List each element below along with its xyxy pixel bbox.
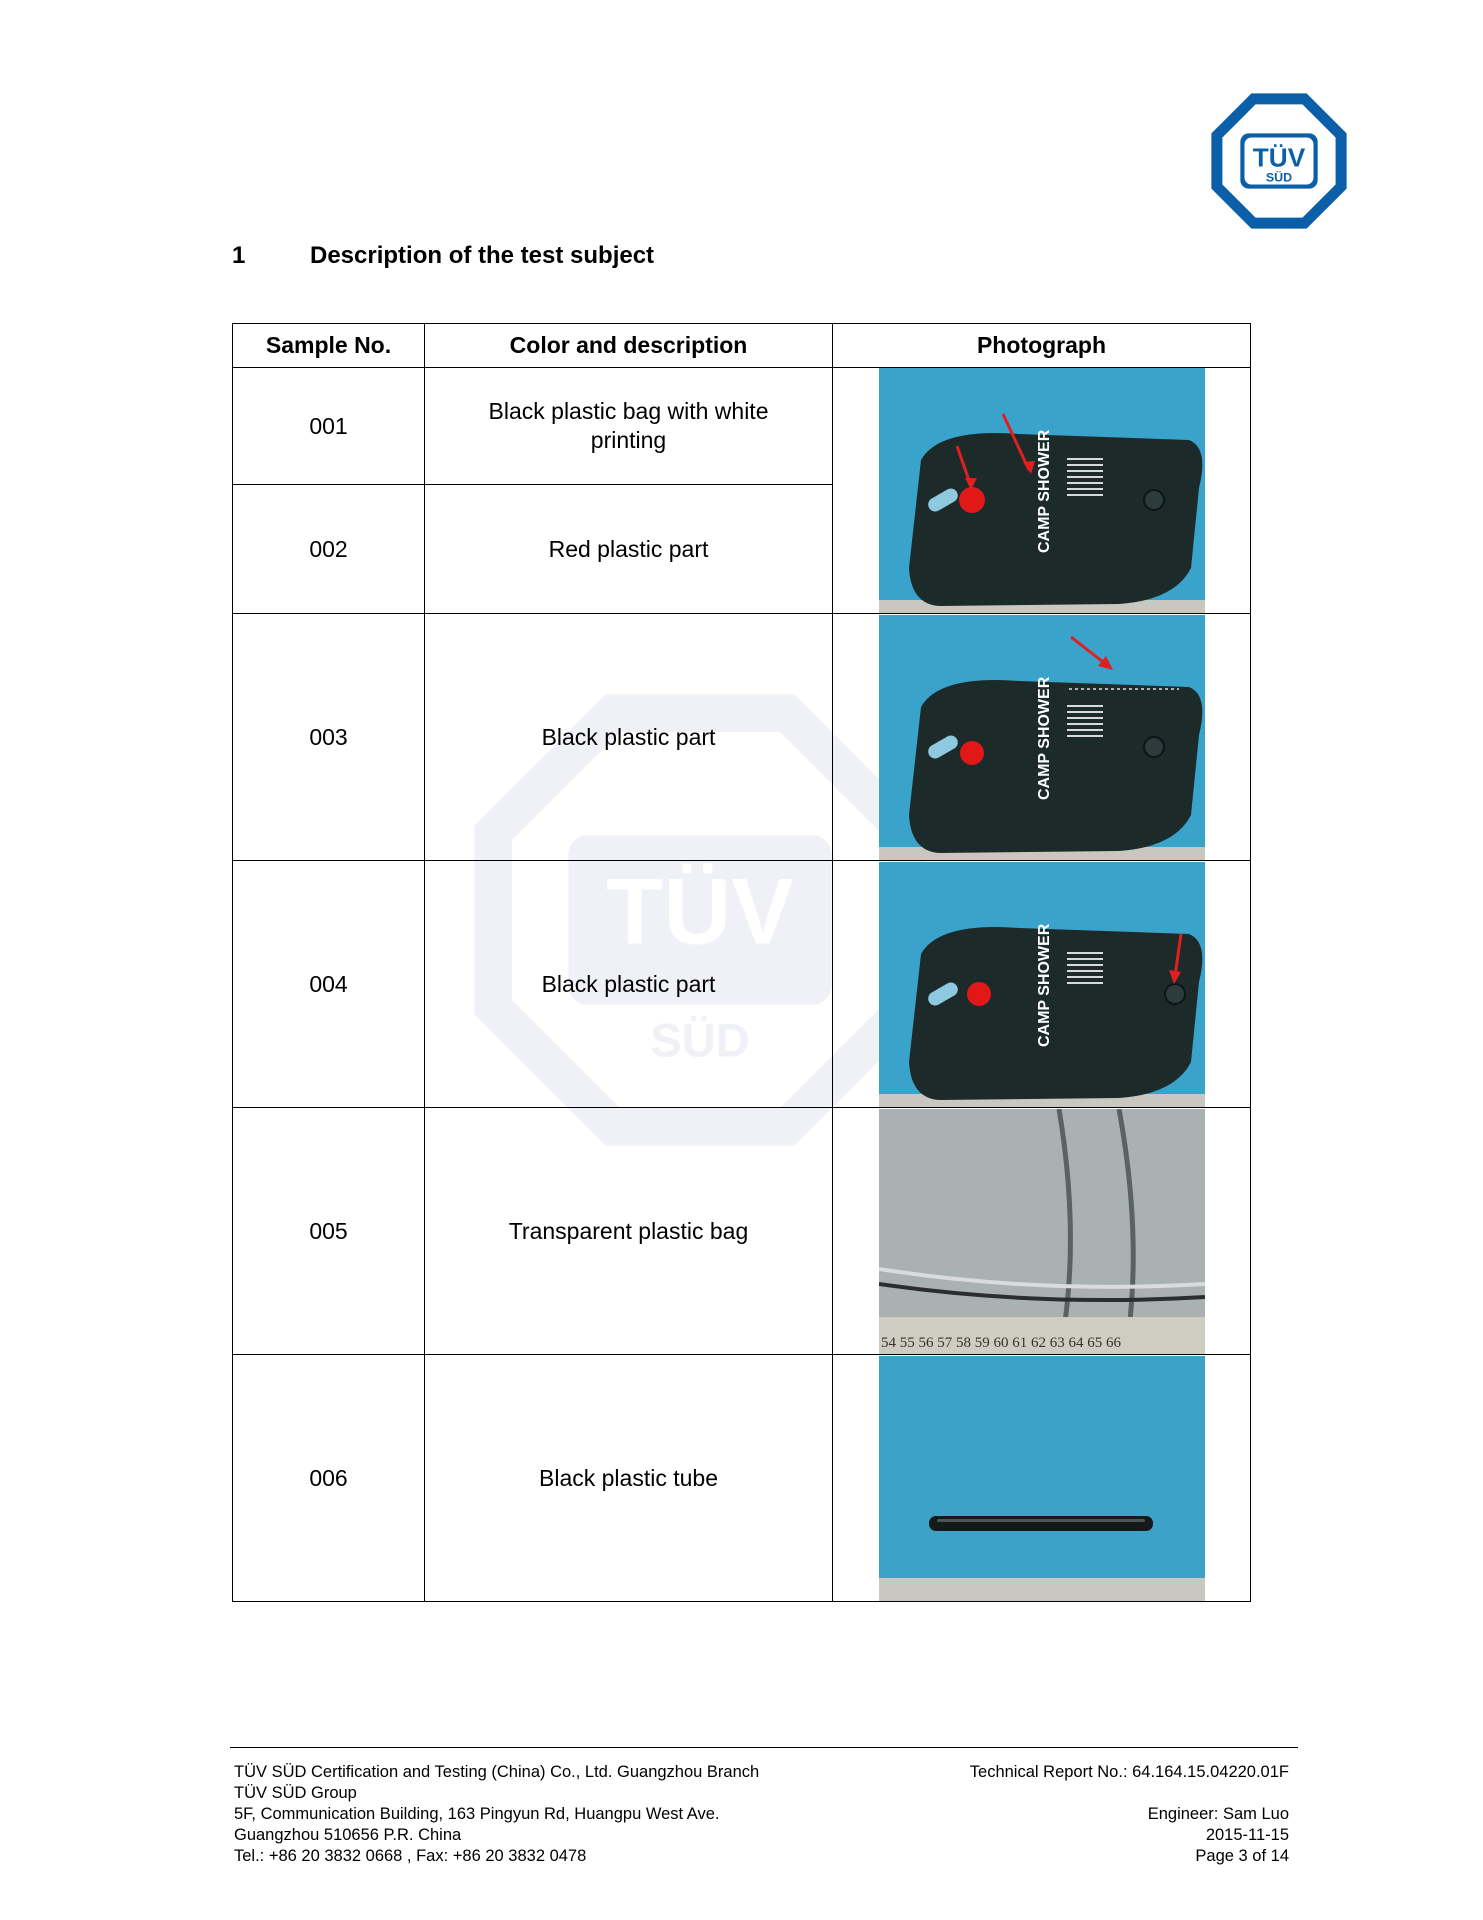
tuv-logo [1210,92,1348,230]
svg-text:SÜD: SÜD [650,1013,750,1067]
svg-text:CAMP SHOWER: CAMP SHOWER [1035,923,1053,1047]
footer-date: 2015-11-15 [1205,1826,1289,1844]
svg-text:CAMP SHOWER: CAMP SHOWER [1035,676,1053,800]
description-cell: Black plastic part [425,614,833,861]
table-row [233,1355,1251,1602]
svg-text:SÜD: SÜD [1265,170,1293,185]
description-cell: Transparent plastic bag [425,1108,833,1355]
section-number: 1 [232,242,246,269]
section-heading [232,242,654,270]
table-row [233,1108,1251,1355]
footer-page: Page 3 of 14 [1195,1847,1289,1865]
svg-text:CAMP SHOWER: CAMP SHOWER [1035,429,1053,553]
section-title: Description of the test subject [310,242,655,269]
table-row [233,861,1251,1108]
sample-no-cell: 004 [233,861,425,1108]
footer-address-line2: Guangzhou 510656 P.R. China [234,1826,462,1844]
header-photograph: Photograph [833,324,1251,368]
table-row [233,614,1251,861]
description-cell: Black plastic tube [425,1355,833,1602]
photo-cell [833,1355,1251,1602]
header-description: Color and description [425,324,833,368]
description-cell: Red plastic part [425,485,833,614]
photo-transparent-bag-sample-005 [879,1109,1205,1354]
header-sample-no: Sample No. [233,324,425,368]
svg-text:TÜV: TÜV [1252,142,1306,173]
sample-no-cell: 001 [233,368,425,485]
description-text: Black plastic bag with white printing [488,398,769,453]
footer-divider [230,1747,1298,1748]
footer-report-block [970,1762,1289,1867]
table-row [233,368,1251,485]
sample-no-cell: 005 [233,1108,425,1355]
footer-engineer: Engineer: Sam Luo [1147,1805,1289,1823]
photo-cell [833,1108,1251,1355]
photo-cell [833,368,1251,614]
footer-address-line1: 5F, Communication Building, 163 Pingyun Rd, Huangpu West Ave. [234,1805,720,1823]
photo-bag-samples-001-002 [879,368,1205,613]
photo-cell [833,861,1251,1108]
description-cell [425,368,833,485]
photo-bag-sample-003 [879,615,1205,860]
photo-bag-sample-004 [879,862,1205,1107]
test-subject-table [232,323,1251,1602]
table-header-row [233,324,1251,368]
svg-text:54 55 56 57 58 59 60 61 62 63: 54 55 56 57 58 59 60 61 62 63 64 65 66 [880,1334,1121,1351]
footer-company: TÜV SÜD Certification and Testing (China) Co., Ltd. Guangzhou Branch [234,1763,760,1781]
sample-no-cell: 002 [233,485,425,614]
sample-no-cell: 003 [233,614,425,861]
description-cell: Black plastic part [425,861,833,1108]
footer-report-no: Technical Report No.: 64.164.15.04220.01F [969,1763,1289,1781]
photo-cell [833,614,1251,861]
svg-text:TÜV: TÜV [606,858,794,964]
sample-no-cell: 006 [233,1355,425,1602]
photo-tube-sample-006 [879,1356,1205,1601]
footer-company-block [234,1762,759,1867]
footer-group: TÜV SÜD Group [234,1784,357,1802]
footer-contact: Tel.: +86 20 3832 0668 , Fax: +86 20 3832 0478 [234,1847,587,1865]
